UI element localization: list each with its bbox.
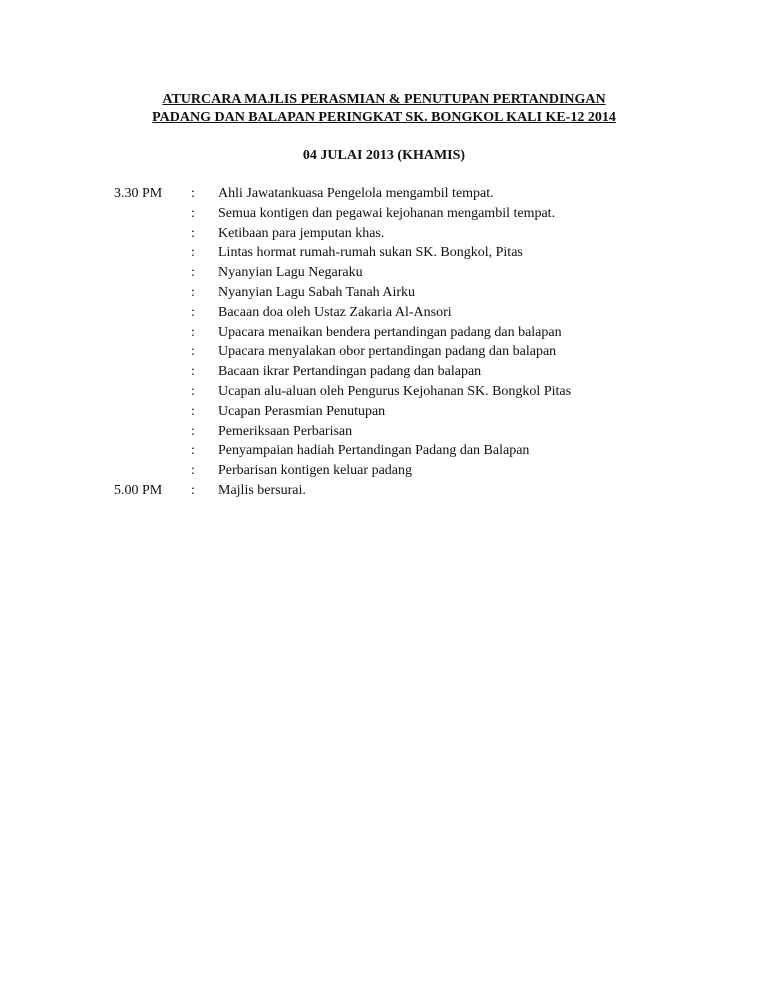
schedule-row [114,382,714,402]
title-line-2: PADANG DAN BALAPAN PERINGKAT SK. BONGKOL KALI KE-12 2014 [152,110,616,125]
schedule-separator: : [191,364,195,380]
schedule-separator: : [191,284,195,300]
schedule-time [114,263,191,283]
schedule-separator: : [191,245,195,261]
schedule-separator: : [191,443,195,459]
schedule-time [114,422,191,442]
schedule-separator: : [191,463,195,479]
schedule-row [114,402,714,422]
schedule-separator: : [191,324,195,340]
schedule-row [114,362,714,382]
schedule-row [114,342,714,362]
schedule-row [114,283,714,303]
schedule-separator: : [191,344,195,360]
schedule-time [114,402,191,422]
schedule-time: 5.00 PM [114,482,163,498]
schedule-separator: : [191,482,195,498]
schedule-item: Bacaan doa oleh Ustaz Zakaria Al-Ansori [218,304,452,320]
schedule-time [114,303,191,323]
schedule-time [114,224,191,244]
schedule-item: Upacara menyalakan obor pertandingan padang dan balapan [218,344,557,360]
schedule-item: Semua kontigen dan pegawai kejohanan mengambil tempat. [218,205,556,221]
event-date: 04 JULAI 2013 (KHAMIS) [302,148,466,163]
schedule-item: Nyanyian Lagu Sabah Tanah Airku [218,284,416,300]
schedule-time [114,283,191,303]
schedule-item: Ketibaan para jemputan khas. [218,225,385,241]
schedule-time [114,441,191,461]
schedule-row [114,184,714,204]
schedule-separator: : [191,383,195,399]
schedule-row [114,303,714,323]
schedule-item: Perbarisan kontigen keluar padang [218,463,412,479]
schedule-row [114,461,714,481]
schedule-time [114,342,191,362]
schedule-item: Lintas hormat rumah-rumah sukan SK. Bongkol, Pitas [218,245,523,261]
schedule-item: Bacaan ikrar Pertandingan padang dan balapan [218,364,482,380]
schedule-separator: : [191,403,195,419]
schedule-item: Upacara menaikan bendera pertandingan padang dan balapan [218,324,562,340]
schedule-row [114,441,714,461]
schedule-separator: : [191,265,195,281]
schedule-row [114,422,714,442]
schedule-row [114,243,714,263]
schedule-time [114,243,191,263]
schedule-row [114,481,714,501]
schedule-item: Pemeriksaan Perbarisan [218,423,353,439]
schedule-time [114,323,191,343]
schedule-separator: : [191,225,195,241]
schedule-row [114,263,714,283]
schedule-separator: : [191,423,195,439]
schedule-separator: : [191,304,195,320]
schedule-row [114,323,714,343]
title-line-1: ATURCARA MAJLIS PERASMIAN & PENUTUPAN PERTANDINGAN [162,92,606,107]
schedule-item: Nyanyian Lagu Negaraku [218,265,363,281]
schedule-list [114,184,714,501]
schedule-separator: : [191,186,195,201]
schedule-item: Penyampaian hadiah Pertandingan Padang dan Balapan [218,443,530,459]
schedule-item: Ucapan Perasmian Penutupan [218,403,386,419]
schedule-time [114,204,191,224]
schedule-item: Majlis bersurai. [218,482,306,498]
schedule-separator: : [191,205,195,221]
schedule-time [114,362,191,382]
schedule-row [114,224,714,244]
schedule-row [114,204,714,224]
schedule-item: Ucapan alu-aluan oleh Pengurus Kejohanan SK. Bongkol Pitas [218,383,572,399]
schedule-time: 3.30 PM [114,186,163,201]
schedule-time [114,461,191,481]
schedule-item: Ahli Jawatankuasa Pengelola mengambil tempat. [218,186,494,201]
schedule-time [114,382,191,402]
